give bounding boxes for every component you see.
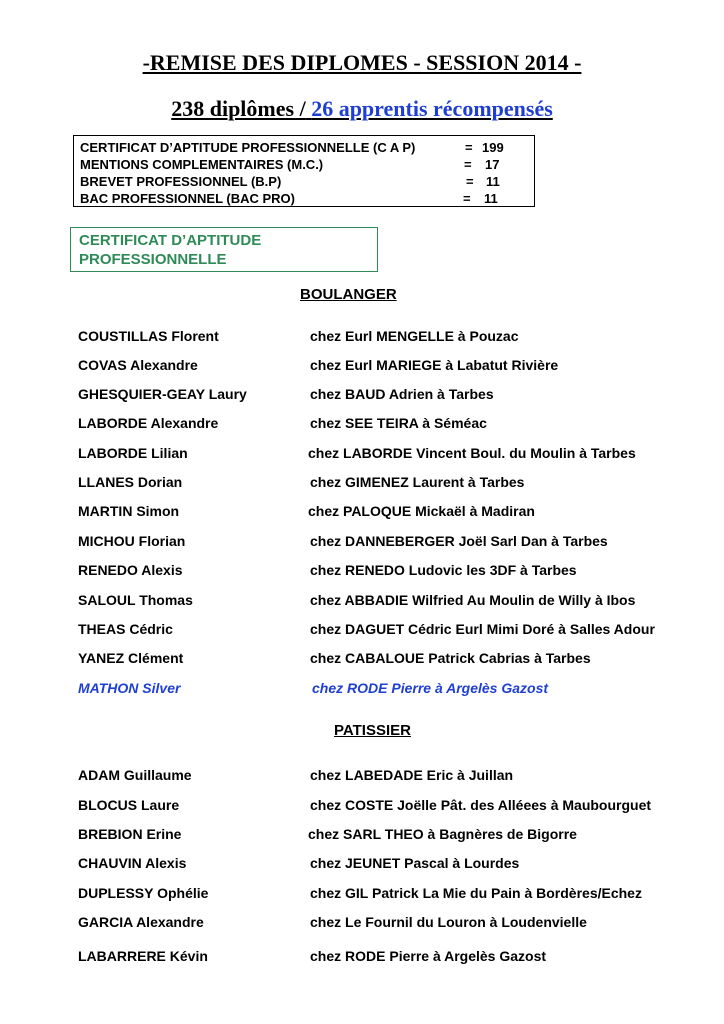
employer: chez BAUD Adrien à Tarbes: [310, 386, 494, 402]
list-item: [0, 767, 724, 787]
employer: chez RODE Pierre à Argelès Gazost: [312, 680, 549, 696]
section-title: CERTIFICAT D’APTITUDE PROFESSIONNELLE: [70, 227, 378, 272]
list-item: [0, 415, 724, 435]
apprentice-name: SALOUL Thomas: [78, 592, 193, 608]
apprentice-name: GHESQUIER-GEAY Laury: [78, 386, 247, 402]
employer: chez SARL THEO à Bagnères de Bigorre: [308, 826, 577, 842]
apprentice-name: COUSTILLAS Florent: [78, 328, 219, 344]
employer: chez DANNEBERGER Joël Sarl Dan à Tarbes: [310, 533, 608, 549]
employer: chez JEUNET Pascal à Lourdes: [310, 855, 520, 871]
summary-table: [73, 135, 535, 207]
apprentice-name: MARTIN Simon: [78, 503, 180, 519]
apprentice-name: LABARRERE Kévin: [78, 948, 208, 964]
summary-row: [80, 156, 500, 173]
list-item: [0, 533, 724, 553]
list-item: [0, 474, 724, 494]
apprentice-name: BREBION Erine: [78, 826, 182, 842]
list-item: [0, 885, 724, 905]
employer: chez LABEDADE Eric à Juillan: [310, 767, 514, 783]
employer: chez ABBADIE Wilfried Au Moulin de Willy à Ibos: [310, 592, 636, 608]
trade-heading-boulanger: BOULANGER: [300, 286, 397, 303]
employer: chez COSTE Joëlle Pât. des Alléees à Maubourguet: [310, 797, 652, 813]
employer: chez CABALOUE Patrick Cabrias à Tarbes: [310, 650, 591, 666]
list-item: [0, 948, 724, 968]
summary-equals: =: [463, 191, 471, 206]
summary-value: 11: [484, 191, 498, 206]
list-item: [0, 386, 724, 406]
subtitle-count: 238 diplômes /: [171, 96, 306, 121]
list-item: [0, 328, 724, 348]
summary-equals: =: [466, 174, 474, 189]
summary-value: 199: [482, 140, 504, 155]
employer: chez SEE TEIRA à Séméac: [310, 415, 487, 431]
list-item: [0, 562, 724, 582]
employer: chez LABORDE Vincent Boul. du Moulin à Tarbes: [308, 445, 636, 461]
summary-value: 17: [485, 157, 500, 172]
summary-row: [80, 190, 498, 207]
list-item: [0, 914, 724, 934]
summary-label: MENTIONS COMPLEMENTAIRES (M.C.): [80, 157, 324, 172]
page-title: -REMISE DES DIPLOMES - SESSION 2014 -: [142, 50, 582, 75]
list-item: [0, 621, 724, 641]
employer: chez PALOQUE Mickaël à Madiran: [308, 503, 535, 519]
apprentice-name: BLOCUS Laure: [78, 797, 180, 813]
list-item: [0, 650, 724, 670]
trade-heading-patissier: PATISSIER: [334, 722, 411, 739]
apprentice-name: RENEDO Alexis: [78, 562, 183, 578]
apprentice-name: LLANES Dorian: [78, 474, 183, 490]
summary-value: 11: [486, 174, 500, 189]
apprentice-name: LABORDE Lilian: [78, 445, 188, 461]
summary-row: [80, 173, 500, 190]
list-item: [0, 503, 724, 523]
list-item: [0, 797, 724, 817]
list-item: [0, 826, 724, 846]
apprentice-name: LABORDE Alexandre: [78, 415, 219, 431]
apprentice-name: COVAS Alexandre: [78, 357, 198, 373]
apprentice-name: DUPLESSY Ophélie: [78, 885, 209, 901]
list-item: [0, 357, 724, 377]
summary-equals: =: [465, 140, 473, 155]
employer: chez Le Fournil du Louron à Loudenvielle: [310, 914, 587, 930]
employer: chez GIL Patrick La Mie du Pain à Bordères/Echez: [310, 885, 642, 901]
page-subtitle: [0, 96, 724, 122]
apprentice-name: YANEZ Clément: [78, 650, 184, 666]
list-item-highlighted: [0, 680, 724, 700]
summary-label: BAC PROFESSIONNEL (BAC PRO): [80, 191, 295, 206]
employer: chez GIMENEZ Laurent à Tarbes: [310, 474, 525, 490]
apprentice-name: CHAUVIN Alexis: [78, 855, 187, 871]
employer: chez Eurl MARIEGE à Labatut Rivière: [310, 357, 559, 373]
apprentice-name: MICHOU Florian: [78, 533, 186, 549]
summary-label: CERTIFICAT D’APTITUDE PROFESSIONNELLE (C A P): [80, 140, 416, 155]
list-item: [0, 445, 724, 465]
list-item: [0, 592, 724, 612]
employer: chez DAGUET Cédric Eurl Mimi Doré à Salles Adour: [310, 621, 655, 637]
summary-label: BREVET PROFESSIONNEL (B.P): [80, 174, 282, 189]
list-item: [0, 855, 724, 875]
apprentice-name: THEAS Cédric: [78, 621, 173, 637]
summary-row: [80, 139, 504, 156]
employer: chez Eurl MENGELLE à Pouzac: [310, 328, 519, 344]
apprentice-name: MATHON Silver: [78, 680, 181, 696]
employer: chez RODE Pierre à Argelès Gazost: [310, 948, 547, 964]
apprentice-name: GARCIA Alexandre: [78, 914, 204, 930]
summary-equals: =: [464, 157, 472, 172]
subtitle-highlight: 26 apprentis récompensés: [311, 96, 553, 121]
apprentice-name: ADAM Guillaume: [78, 767, 192, 783]
employer: chez RENEDO Ludovic les 3DF à Tarbes: [310, 562, 577, 578]
